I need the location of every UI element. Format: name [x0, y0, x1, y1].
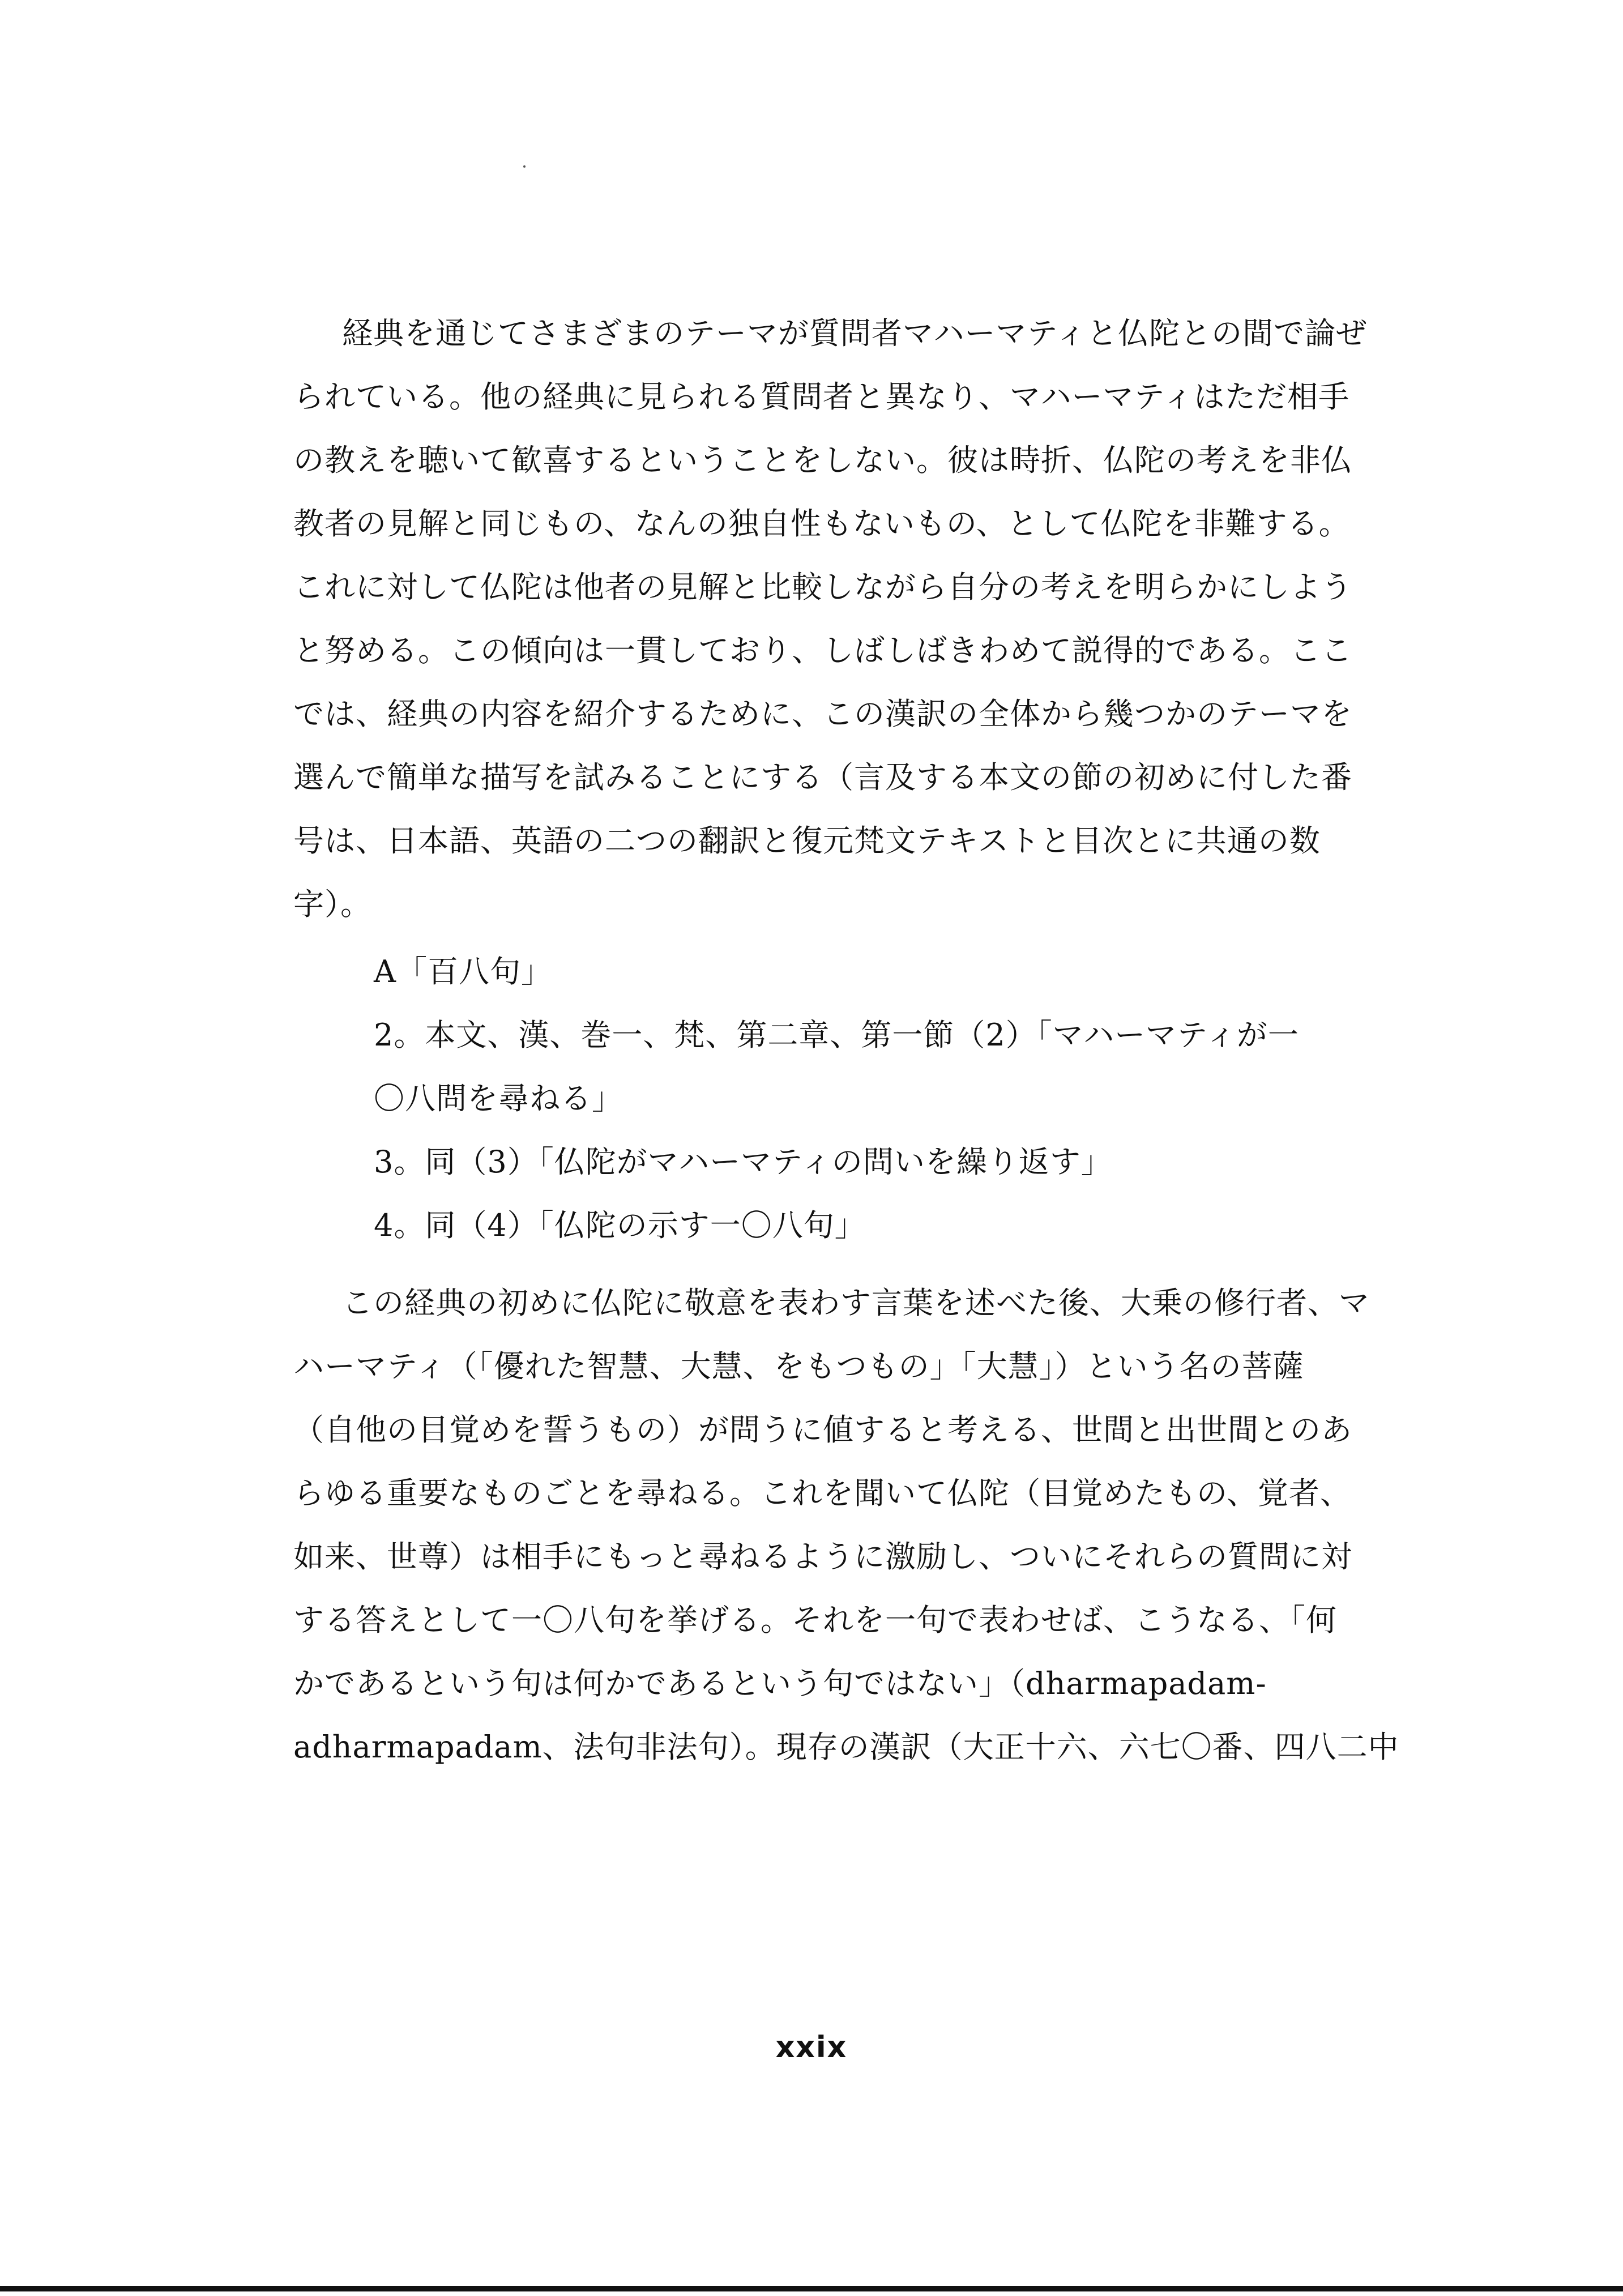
paragraph-line: られている。他の経典に見られる質問者と異なり、マハーマティはただ相手 [293, 379, 1350, 415]
paragraph-line: 経典を通じてさまざまのテーマが質問者マハーマティと仏陀との間で論ぜ [342, 315, 1368, 351]
paragraph-2 [293, 1271, 1399, 1779]
paragraph-line: する答えとして一〇八句を挙げる。それを一句で表わせば、こうなる、「何 [293, 1602, 1337, 1638]
paragraph-line: 字）。 [293, 886, 371, 922]
paragraph-line: の教えを聴いて歓喜するということをしない。彼は時折、仏陀の考えを非仏 [293, 442, 1352, 478]
section-list-item: 4。同（4）「仏陀の示す一〇八句」 [374, 1207, 866, 1243]
paragraph-line: では、経典の内容を紹介するために、この漢訳の全体から幾つかのテーマを [293, 696, 1352, 732]
paragraph-line: この経典の初めに仏陀に敬意を表わす言葉を述べた後、大乗の修行者、マ [342, 1285, 1370, 1321]
paragraph-1 [293, 302, 1381, 936]
scan-edge-rule [0, 2286, 1623, 2291]
paragraph-line: と努める。この傾向は一貫しており、しばしばきわめて説得的である。ここ [293, 633, 1352, 668]
paragraph-line: これに対して仏陀は他者の見解と比較しながら自分の考えを明らかにしよう [293, 569, 1352, 605]
paragraph-line: 如来、世尊）は相手にもっと尋ねるように激励し、ついにそれらの質問に対 [293, 1539, 1352, 1574]
paragraph-line: adharmapadam、法句非法句）。現存の漢訳（大正十六、六七〇番、四八二中 [293, 1729, 1399, 1765]
section-list-item-continuation: 〇八問を尋ねる」 [374, 1081, 623, 1116]
paragraph-line: 選んで簡単な描写を試みることにする（言及する本文の節の初めに付した番 [293, 759, 1352, 795]
paragraph-line: 号は、日本語、英語の二つの翻訳と復元梵文テキストと目次とに共通の数 [293, 823, 1321, 859]
section-list [374, 940, 1370, 1257]
section-heading: A「百八句」 [374, 954, 552, 989]
paragraph-line: らゆる重要なものごとを尋ねる。これを聞いて仏陀（目覚めたもの、覚者、 [293, 1475, 1351, 1511]
paragraph-line: （自他の目覚めを誓うもの）が問うに値すると考える、世間と出世間とのあ [293, 1412, 1352, 1448]
paragraph-line: ハーマティ（「優れた智慧、大慧、をもつもの」「大慧」）という名の菩薩 [293, 1348, 1304, 1384]
paragraph-line: かであるという句は何かであるという句ではない」（dharmapadam- [293, 1666, 1267, 1701]
scan-speck [523, 165, 526, 168]
paragraph-line: 教者の見解と同じもの、なんの独自性もないもの、として仏陀を非難する。 [293, 506, 1350, 541]
section-list-item: 2。本文、漢、巻一、梵、第二章、第一節（2）「マハーマティが一 [374, 1017, 1299, 1053]
page-number: xxix [775, 2030, 848, 2064]
section-list-item: 3。同（3）「仏陀がマハーマティの問いを繰り返す」 [374, 1144, 1112, 1180]
